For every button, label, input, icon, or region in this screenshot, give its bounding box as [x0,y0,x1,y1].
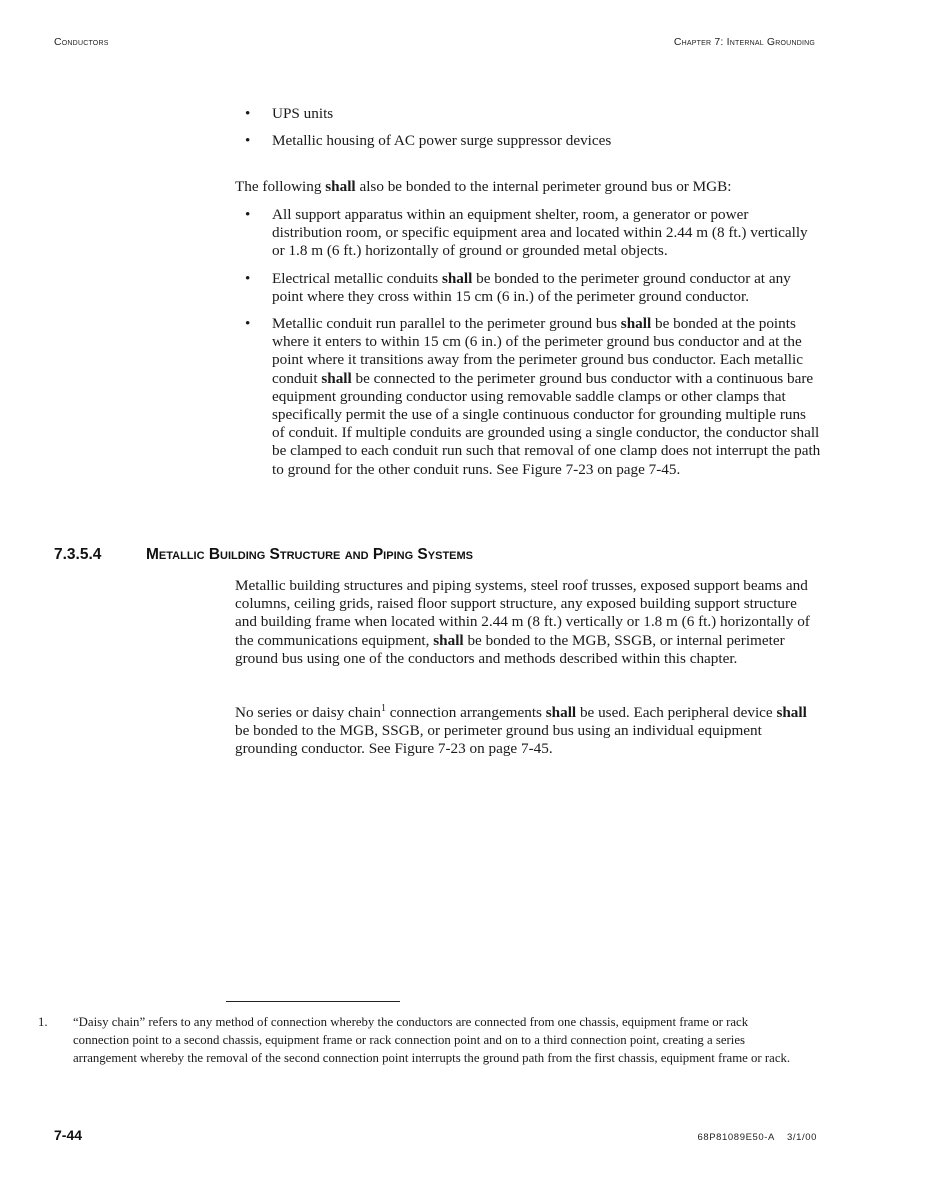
bonded-bullet-list [243,206,821,488]
section-paragraph-1 [235,577,821,668]
list-item [243,315,821,479]
bullet-text: Metallic housing of AC power surge suppressor devices [272,132,612,150]
list-item [243,206,821,261]
bullet-icon: • [245,206,251,223]
bullet-icon: • [245,132,251,150]
section-number: 7.3.5.4 [54,546,102,563]
list-item [243,270,821,306]
document-date: 3/1/00 [786,1132,817,1143]
text-run: be used. Each peripheral device [576,704,777,721]
footnote-reference[interactable]: 1 [380,702,386,714]
emphasis-shall: shall [441,269,473,287]
bullet-icon: • [245,105,251,122]
page-number: 7-44 [54,1127,83,1143]
bullet-icon: • [245,315,251,333]
footnote-number: 1. [38,1015,48,1029]
bullet-text: Electrical metallic conduits [272,269,442,287]
emphasis-shall: shall [620,315,652,333]
emphasis-shall: shall [321,369,352,387]
bullet-text: All support apparatus within an equipment shelter, room, a generator or power distribution room, or specific equipment area and located within 2.44 m (8 ft.) vertically or 1.8 m (6 ft.) horizontally of ground or grounded metal objects. [272,206,808,260]
footnote-text: “Daisy chain” refers to any method of connection whereby the conductors are connected from one chassis, equipment frame or rack connection point to a second chassis, equipment frame or rack connection point and on to a third connection point, creating a series arrangement whereby the removal of the second connection point interrupts the ground path from the first chassis, equipment frame or rack. [73,1015,791,1065]
document-id [697,1132,817,1143]
section-title: Metallic Building Structure and Piping Systems [146,546,473,563]
bullet-text: be bonded to the perimeter ground conductor at any point where they cross within 15 cm (6 in.) of the perimeter ground conductor. [272,269,791,305]
emphasis-shall: shall [325,178,356,195]
bullet-text: be bonded at the points where it enters to within 15 cm (6 in.) of the perimeter ground bus conductor and at the point where it transitions away from the perimeter ground bus conductor. Each metallic conduit [272,315,803,387]
emphasis-shall: shall [776,704,807,721]
list-item [243,132,821,150]
text-run: Metallic building structures and piping systems, steel roof trusses, exposed support beams and columns, ceiling grids, raised floor support structure, any exposed building support structure and building frame when located within 2.44 m (8 ft.) vertically or 1.8 m (6 ft.) horizontally of the communications equipment, [235,577,810,649]
bullet-icon: • [245,269,251,287]
running-header-right: Chapter 7: Internal Grounding [673,36,815,48]
text-run: be bonded to the MGB, SSGB, or perimeter ground bus using an individual equipment grounding conductor. See Figure 7-23 on page 7-45. [235,722,762,758]
list-item [243,105,821,123]
emphasis-shall: shall [433,631,464,649]
document-number: 68P81089E50-A [697,1132,775,1143]
footnote-divider [226,1001,400,1002]
text-run: be bonded to the MGB, SSGB, or internal perimeter ground bus using one of the conductors and methods described within this chapter. [235,631,785,667]
footnote [38,1014,798,1067]
section-heading [54,546,854,564]
bonded-intro-paragraph [235,178,821,196]
bullet-text: be connected to the perimeter ground bus conductor with a continuous bare equipment grounding conductor using removable saddle clamps or other clamps that specifically permit the use of a single continuous conductor for grounding multiple runs of conduit. If multiple conduits are grounded using a single conductor, the conductor shall be clamped to each conduit run such that removal of one clamp does not interrupt the path to ground for the other conduit runs. See Figure 7-23 on page 7-45. [272,369,821,478]
bullet-text: UPS units [272,105,334,122]
text-run: The following [235,178,326,195]
text-run: connection arrangements [385,704,546,721]
section-paragraph-2 [235,704,821,759]
bullet-text: Metallic conduit run parallel to the perimeter ground bus [272,315,621,333]
emphasis-shall: shall [545,704,577,721]
text-run: No series or daisy chain [235,704,381,721]
text-run: also be bonded to the internal perimeter ground bus or MGB: [355,178,732,195]
running-header-left: Conductors [54,36,109,48]
intro-bullet-list [243,105,821,159]
